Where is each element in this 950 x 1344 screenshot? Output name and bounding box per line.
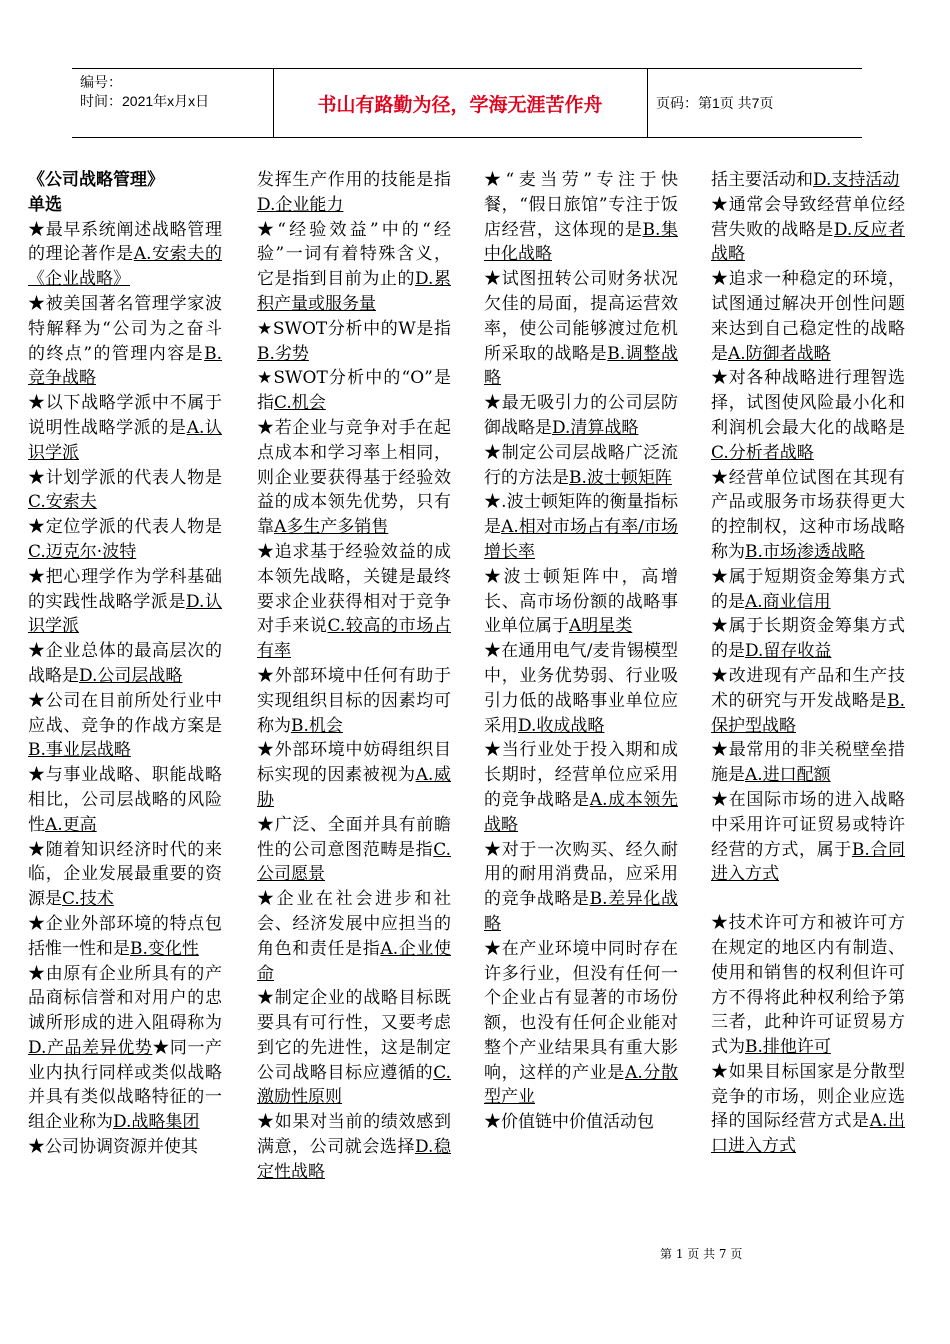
question-text: ★与事业战略、职能战略相比，公司层战略的风险性 — [28, 765, 222, 835]
question-item — [711, 193, 905, 267]
answer-text: B.竞争战略 — [28, 343, 222, 389]
header-meta — [80, 73, 209, 111]
question-item — [28, 962, 222, 1136]
spacer — [711, 887, 905, 911]
text-column-1 — [28, 168, 222, 1160]
answer-text: A多生产多销售 — [274, 517, 389, 538]
section-heading: 单选 — [28, 194, 62, 215]
question-item — [28, 689, 222, 763]
question-item — [711, 614, 905, 664]
question-item — [257, 664, 451, 738]
answer-text: C.机会 — [274, 393, 326, 414]
question-item — [711, 664, 905, 738]
question-text: ★改进现有产品和生产技术的研究与开发战略是 — [711, 665, 905, 711]
question-text: ★同一产业内执行同样或类似战略并具有类似战略特征的一组企业称为 — [28, 1037, 222, 1133]
answer-text: D.战略集团 — [113, 1112, 200, 1133]
question-text: 括主要活动和 — [711, 170, 813, 190]
question-text: ★把心理学作为学科基础的实践性战略学派是 — [28, 566, 222, 612]
answer-text: D.清算战略 — [552, 417, 639, 438]
question-text: ★“经验效益”中的“经验”一词有着特殊含义，它是指到目前为止的 — [257, 219, 451, 290]
question-item — [484, 738, 678, 837]
answer-text: C.技术 — [62, 889, 114, 910]
question-item — [257, 1110, 451, 1184]
answer-text: A.成本领先战略 — [484, 789, 679, 835]
question-item — [257, 317, 451, 367]
answer-text: D.留存收益 — [745, 641, 832, 662]
question-text: ★最早系统阐述战略管理的理论著作是 — [28, 219, 222, 265]
doc-number-label: 编号： — [80, 74, 122, 90]
answer-text: C.迈克尔·波特 — [28, 541, 137, 562]
answer-text: A.更高 — [45, 814, 97, 835]
question-item — [257, 416, 451, 540]
answer-text: C.安索夫 — [28, 492, 97, 513]
answer-text: B.波士顿矩阵 — [569, 467, 672, 488]
page-header — [72, 68, 862, 138]
question-text: ★企业在社会进步和社会、经济发展中应担当的角色和责任是指 — [257, 889, 451, 959]
question-item — [711, 168, 905, 193]
doc-time-label: 时间：2021年x月x日 — [80, 93, 210, 109]
answer-text: C.分析者战略 — [711, 442, 814, 463]
question-item — [484, 168, 678, 267]
question-item — [484, 391, 678, 441]
question-text: ★公司在目前所处行业中应战、竞争的作战方案是 — [28, 690, 222, 736]
text-column-4 — [711, 168, 905, 1159]
question-item — [257, 986, 451, 1110]
question-text: ★制定企业的战略目标既要具有可行性，又要考虑到它的先进性，这是制定公司战略目标应遵循的 — [257, 988, 451, 1083]
question-text: ★最无吸引力的公司层防御战略是 — [484, 393, 678, 438]
answer-text: D.产品差异优势 — [28, 1037, 153, 1058]
question-item — [257, 887, 451, 986]
question-item — [28, 838, 222, 912]
answer-text: B.市场渗透战略 — [745, 541, 865, 562]
answer-text: B.排他许可 — [745, 1037, 831, 1058]
question-item — [28, 565, 222, 639]
answer-text: A.分散型产业 — [484, 1062, 679, 1108]
question-text: ★计划学派的代表人物是 — [28, 467, 222, 488]
question-item — [257, 540, 451, 664]
question-item — [257, 813, 451, 887]
question-text: ★如果对当前的绩效感到满意，公司就会选择 — [257, 1112, 451, 1158]
question-item — [484, 639, 678, 738]
header-divider — [647, 69, 648, 137]
question-item — [28, 218, 222, 292]
answer-text: A.进口配额 — [745, 765, 831, 786]
question-item — [484, 267, 678, 391]
question-item — [28, 391, 222, 465]
question-text: ★属于短期资金筹集方式的是 — [711, 566, 905, 612]
question-text: ★在通用电气/麦肯锡模型中，业务优势弱、行业吸引力低的战略事业单位应采用 — [484, 641, 678, 736]
question-item — [484, 441, 678, 491]
question-text: ★追求一种稳定的环境，试图通过解决开创性问题来达到自己稳定性的战略是 — [711, 269, 905, 364]
text-column-2 — [257, 168, 451, 1185]
answer-text: D.企业能力 — [257, 194, 344, 215]
question-item — [28, 639, 222, 689]
question-text: ★技术许可方和被许可方在规定的地区内有制造、使用和销售的权利但许可方不得将此种权利给予第三者，此种许可证贸易方式为 — [711, 913, 905, 1058]
answer-text: A.防御者战略 — [728, 343, 831, 364]
question-text: ★外部环境中任何有助于实现组织目标的因素均可称为 — [257, 665, 451, 736]
question-item — [711, 788, 905, 887]
header-page-info: 页码：第1页 共7页 — [656, 95, 774, 111]
answer-text: D.反应者战略 — [711, 219, 906, 265]
answer-text: A明星类 — [569, 616, 633, 637]
question-text: ★随着知识经济时代的来临，企业发展最重要的资源是 — [28, 839, 222, 910]
question-text: ★企业总体的最高层次的战略是 — [28, 641, 222, 686]
answer-text: B.差异化战略 — [484, 889, 678, 934]
header-motto: 书山有路勤为径，学海无涯苦作舟 — [317, 93, 603, 116]
question-text: ★波士顿矩阵中，高增长、高市场份额的战略事业单位属于 — [484, 566, 678, 637]
answer-text: A.威胁 — [257, 765, 451, 810]
page-footer: 第 1 页 共 7 页 — [660, 1247, 743, 1261]
question-text: ★广泛、全面并具有前瞻性的公司意图范畴是指 — [257, 814, 451, 860]
question-item — [28, 292, 222, 391]
question-item — [711, 565, 905, 615]
question-text: ★公司协调资源并使其 — [28, 1137, 198, 1158]
question-text: ★在国际市场的进入战略中采用许可证贸易或特许经营的方式，属于 — [711, 789, 905, 860]
question-item — [484, 838, 678, 937]
question-text: ★SWOT分析中的W是指 — [257, 318, 451, 339]
question-text: ★对于一次购买、经久耐用的耐用消费品，应采用的竞争战略是 — [484, 839, 678, 910]
question-text: ★属于长期资金筹集方式的是 — [711, 616, 905, 662]
answer-text: C.公司愿景 — [257, 839, 451, 885]
answer-text: C.较高的市场占有率 — [257, 616, 452, 662]
question-text: ★以下战略学派中不属于说明性战略学派的是 — [28, 393, 222, 438]
question-text: ★追求基于经验效益的成本领先战略，关键是最终要求企业获得相对于竞争对手来说 — [257, 541, 451, 637]
question-item — [484, 490, 678, 564]
question-text: ★由原有企业所具有的产品商标信誉和对用户的忠诚所形成的进入阻碍称为 — [28, 963, 222, 1034]
question-text: ★试图扭转公司财务状况欠佳的局面，提高运营效率，使公司能够渡过危机所采取的战略是 — [484, 269, 678, 364]
question-item — [711, 738, 905, 788]
question-text: ★在产业环境中同时存在许多行业，但没有任何一个企业占有显著的市场份额，也没有任何企业能对整个产业结果具有重大影响，这样的产业是 — [484, 938, 678, 1083]
question-item — [484, 937, 678, 1111]
answer-text: B.变化性 — [130, 938, 199, 959]
question-item — [711, 466, 905, 565]
question-item — [28, 515, 222, 565]
answer-text: D.稳定性战略 — [257, 1137, 451, 1182]
question-text: ★当行业处于投入期和成长期时，经营单位应采用的竞争战略是 — [484, 740, 678, 810]
question-text: ★外部环境中妨碍组织目标实现的因素被视为 — [257, 740, 451, 786]
answer-text: D.收成战略 — [518, 715, 605, 736]
question-text: ★SWOT分析中的“O”是指 — [257, 368, 451, 414]
question-text: ★价值链中价值活动包 — [484, 1112, 654, 1133]
question-text: ★对各种战略进行理智选择，试图使风险最小化和利润机会最大化的战略是 — [711, 368, 905, 438]
answer-text: A.企业使命 — [257, 938, 451, 984]
question-text: ★定位学派的代表人物是 — [28, 517, 222, 538]
question-text: ★企业外部环境的特点包括惟一性和是 — [28, 913, 222, 959]
question-text: ★经营单位试图在其现有产品或服务市场获得更大的控制权，这种市场战略称为 — [711, 467, 905, 562]
answer-text: B.调整战略 — [484, 343, 678, 389]
question-item — [711, 911, 905, 1060]
question-item — [257, 366, 451, 416]
question-text: ★最常用的非关税壁垒措施是 — [711, 740, 905, 786]
answer-text: A.商业信用 — [745, 591, 831, 612]
text-column-3 — [484, 168, 678, 1135]
answer-text: B.保护型战略 — [711, 690, 905, 736]
answer-text: B.劣势 — [257, 343, 309, 364]
document-title: 《公司战略管理》 — [28, 170, 164, 190]
question-item — [257, 168, 451, 218]
question-item — [28, 912, 222, 962]
question-item — [711, 1060, 905, 1159]
question-item — [484, 565, 678, 639]
question-item — [257, 738, 451, 812]
question-item — [257, 218, 451, 317]
answer-text: A.认识学派 — [28, 417, 222, 463]
answer-text: D.支持活动 — [813, 170, 900, 190]
question-text: ★被美国著名管理学家波特解释为“公司为之奋斗的终点”的管理内容是 — [28, 293, 222, 364]
question-item — [28, 1135, 222, 1160]
question-text: ★制定公司层战略广泛流行的方法是 — [484, 442, 678, 488]
question-text: ★通常会导致经营单位经营失败的战略是 — [711, 194, 905, 240]
question-item — [28, 466, 222, 516]
answer-text: C.激励性原则 — [257, 1062, 451, 1108]
answer-text: D.累积产量或服务量 — [257, 269, 451, 314]
question-text: ★.波士顿矩阵的衡量指标是 — [484, 492, 678, 538]
question-item — [484, 1110, 678, 1135]
question-text: ★“麦当劳”专注于快餐，“假日旅馆”专注于饭店经营，这体现的是 — [484, 170, 678, 240]
answer-text: A.安索夫的《企业战略》 — [28, 244, 223, 290]
question-item — [711, 366, 905, 465]
question-item — [711, 267, 905, 366]
question-text: 发挥生产作用的技能是指 — [257, 170, 451, 190]
answer-text: B.机会 — [291, 715, 343, 736]
answer-text: A.出口进入方式 — [711, 1111, 905, 1157]
answer-text: D.认识学派 — [28, 591, 222, 637]
question-text: ★如果目标国家是分散型竞争的市场，则企业应选择的国际经营方式是 — [711, 1061, 905, 1132]
answer-text: B.合同进入方式 — [711, 839, 905, 885]
answer-text: A.相对市场占有率/市场增长率 — [484, 517, 678, 562]
answer-text: B.集中化战略 — [484, 219, 678, 265]
answer-text: B.事业层战略 — [28, 740, 131, 761]
question-text: ★若企业与竞争对手在起点成本和学习率上相同，则企业要获得基于经验效益的成本领先优势，只有靠 — [257, 417, 451, 538]
question-item — [28, 763, 222, 837]
answer-text: D.公司层战略 — [79, 665, 183, 686]
